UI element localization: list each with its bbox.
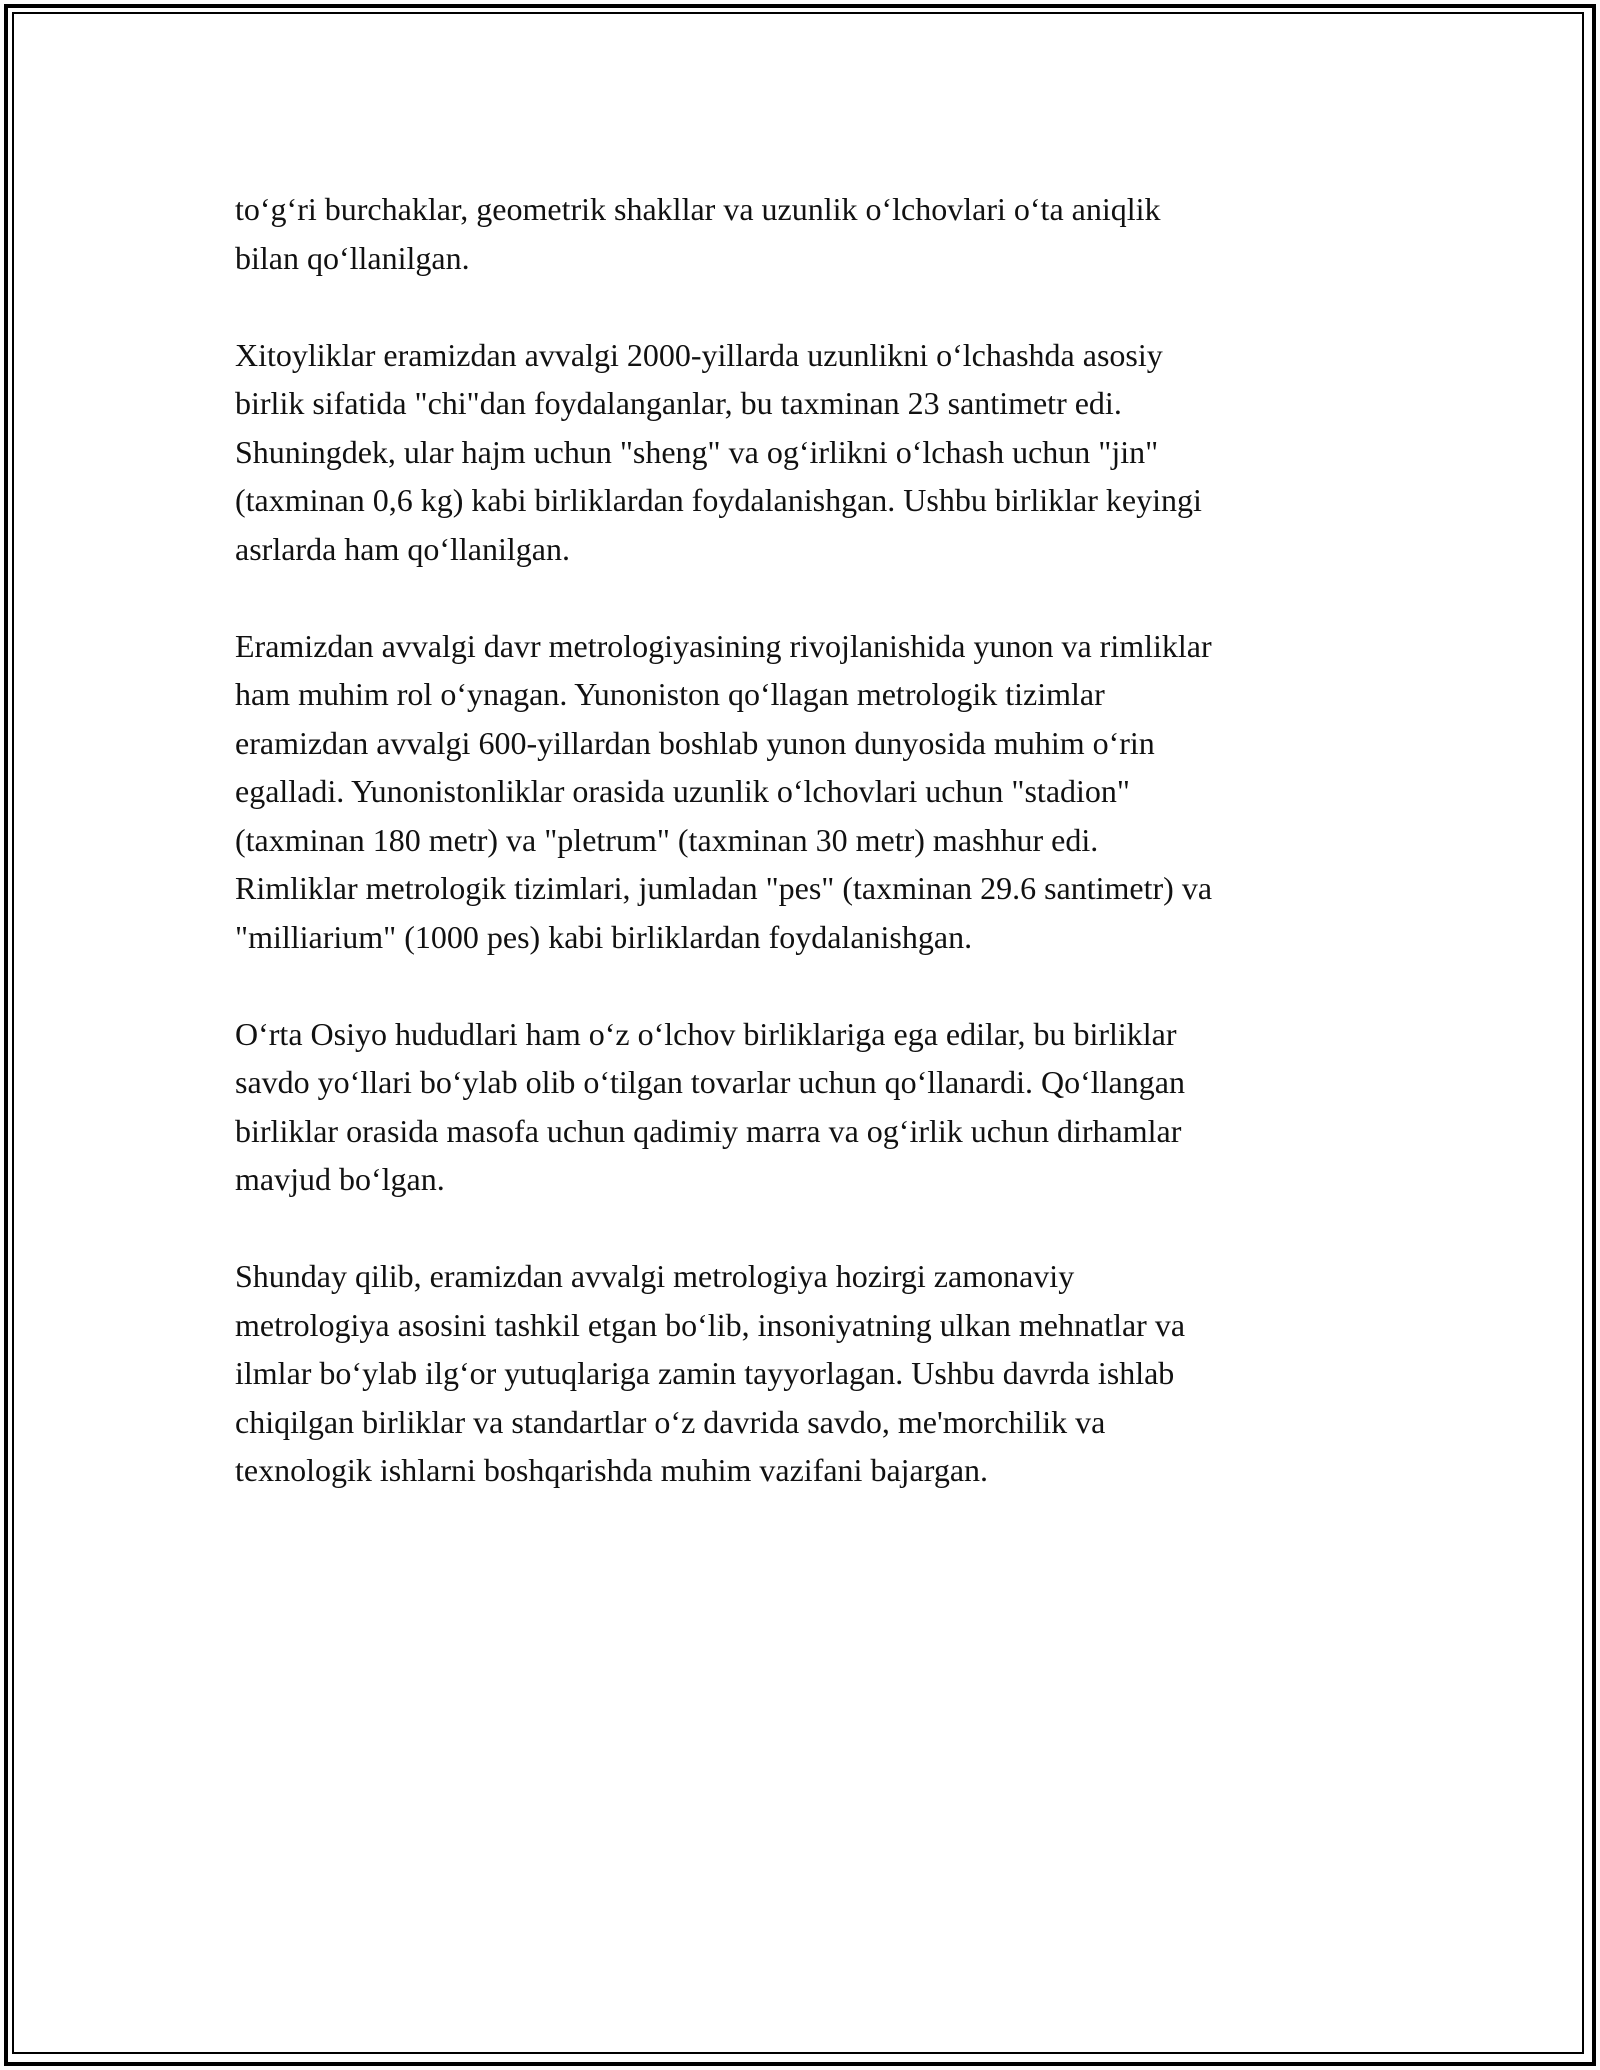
paragraph-2: Xitoyliklar eramizdan avvalgi 2000-yillarda uzunlikni o‘lchashda asosiy birlik sifatida "chi"dan foydalanganlar, bu taxminan 23 santimetr edi. Shuningdek, ular hajm uchun "sheng" va og‘irlikni o‘lchash uchun "jin" (taxminan 0,6 kg) kabi birliklardan foydalanishgan. Ushbu birliklar keyingi asrlarda ham qo‘llanilgan. bbox=[235, 336, 1202, 567]
paragraph-5: Shunday qilib, eramizdan avvalgi metrologiya hozirgi zamonaviy metrologiya asosini tashkil etgan bo‘lib, insoniyatning ulkan mehnatlar va ilmlar bo‘ylab ilg‘or yutuqlariga zamin tayyorlagan. Ushbu davrda ishlab chiqilgan birliklar va standartlar o‘z davrida savdo, me'morchilik va texnologik ishlarni boshqarishda muhim vazifani bajargan. bbox=[235, 1258, 1186, 1488]
paragraph-3: Eramizdan avvalgi davr metrologiyasining rivojlanishida yunon va rimliklar ham muhim rol o‘ynagan. Yunoniston qo‘llagan metrologik tizimlar eramizdan avvalgi 600-yillardan boshlab yunon dunyosida muhim o‘rin egalladi. Yunonistonliklar orasida uzunlik o‘lchovlari uchun "stadion" (taxminan 180 metr) va "pletrum" (taxminan 30 metr) mashhur edi. Rimliklar metrologik tizimlari, jumladan "pes" (taxminan 29.6 santimetr) va "milliarium" (1000 pes) kabi birliklardan foydalanishgan. bbox=[235, 627, 1213, 955]
paragraph-1: to‘g‘ri burchaklar, geometrik shakllar va uzunlik o‘lchovlari o‘ta aniqlik bilan qo‘llanilgan. bbox=[235, 191, 1161, 276]
document-body bbox=[235, 185, 1385, 1543]
paragraph-4: O‘rta Osiyo hududlari ham o‘z o‘lchov birliklariga ega edilar, bu birliklar savdo yo‘llari bo‘ylab olib o‘tilgan tovarlar uchun qo‘llanardi. Qo‘llangan birliklar orasida masofa uchun qadimiy marra va og‘irlik uchun dirhamlar mavjud bo‘lgan. bbox=[235, 1015, 1185, 1197]
